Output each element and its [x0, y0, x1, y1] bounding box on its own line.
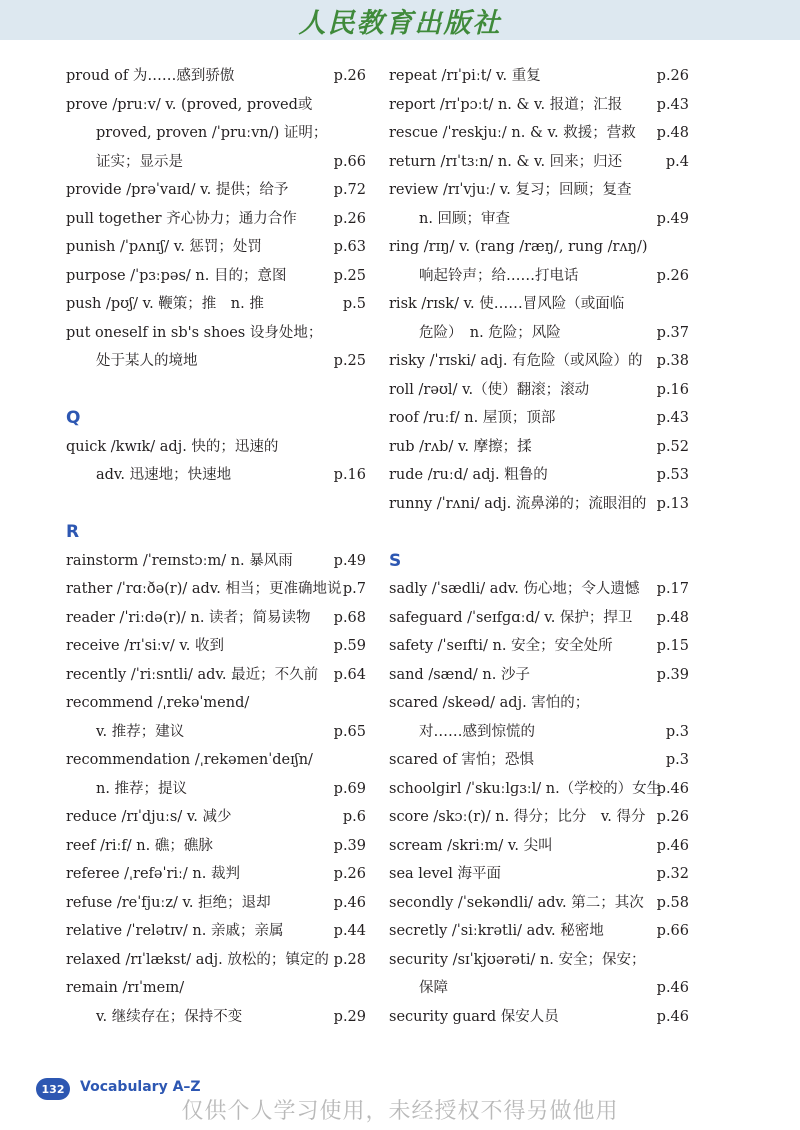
- vocab-entry: [389, 803, 689, 832]
- page-reference: p.69: [333, 780, 366, 797]
- entry-text: referee /ˌrefəˈriː/ n. 裁判: [66, 866, 240, 882]
- entry-text: secretly /ˈsiːkrətli/ adv. 秘密地: [389, 923, 604, 939]
- page-reference: p.26: [656, 68, 689, 84]
- vocab-entry: [66, 319, 366, 348]
- vocab-entry: [66, 946, 366, 975]
- spacer: [66, 376, 366, 405]
- vocab-entry: [66, 262, 366, 291]
- page-reference: p.58: [656, 894, 689, 911]
- vocab-entry: [66, 119, 366, 148]
- vocab-entry: [66, 1003, 366, 1032]
- entry-text: review /rɪˈvjuː/ v. 复习；回顾；复查: [389, 182, 632, 198]
- letter-heading: R: [66, 522, 80, 542]
- vocab-entry: [66, 860, 366, 889]
- page-reference: p.39: [656, 666, 689, 683]
- page-reference: p.26: [333, 866, 366, 882]
- vocab-entry: [389, 91, 689, 120]
- page-reference: p.46: [656, 1008, 689, 1025]
- entry-text: reduce /rɪˈdjuːs/ v. 减少: [66, 809, 232, 825]
- vocab-entry: [66, 832, 366, 861]
- page-reference: p.28: [333, 951, 366, 968]
- vocab-entry: [66, 718, 366, 747]
- page-reference: p.4: [665, 153, 689, 170]
- entry-text: risky /ˈrɪski/ adj. 有危险（或风险）的: [389, 353, 643, 369]
- page-reference: p.46: [656, 780, 689, 797]
- publisher-name: 人民教育出版社: [298, 7, 502, 39]
- page-reference: p.52: [656, 438, 689, 455]
- entry-text: quick /kwɪk/ adj. 快的；迅速的: [66, 438, 279, 455]
- vocab-entry: [389, 575, 689, 604]
- vocab-entry: [66, 91, 366, 120]
- vocab-entry: [389, 404, 689, 433]
- entry-text: push /pʊʃ/ v. 鞭策；推 n. 推: [66, 296, 264, 312]
- entry-text: rub /rʌb/ v. 摩擦；揉: [389, 438, 532, 455]
- letter-heading: S: [389, 550, 402, 571]
- page-reference: p.46: [656, 980, 689, 996]
- page-reference: p.66: [656, 923, 689, 939]
- entry-text: security guard 保安人员: [389, 1008, 559, 1025]
- entry-text: v. 推荐；建议: [96, 723, 185, 740]
- vocab-entry: [66, 547, 366, 576]
- vocab-entry: [66, 205, 366, 234]
- vocab-entry: [389, 917, 689, 946]
- entry-text: put oneself in sb's shoes 设身处地；: [66, 324, 323, 341]
- vocab-entry: [389, 661, 689, 690]
- entry-text: rather /ˈrɑːðə(r)/ adv. 相当；更准确地说: [66, 581, 342, 597]
- vocab-entry: [66, 746, 366, 775]
- vocab-entry: [389, 718, 689, 747]
- vocab-entry: [66, 604, 366, 633]
- entry-text: sadly /ˈsædli/ adv. 伤心地；令人遗憾: [389, 581, 640, 597]
- vocab-entry: [66, 775, 366, 804]
- page-reference: p.72: [333, 182, 366, 198]
- page-reference: p.43: [656, 410, 689, 426]
- entry-text: rude /ruːd/ adj. 粗鲁的: [389, 467, 548, 483]
- vocab-entry: [389, 433, 689, 462]
- vocab-entry: [389, 832, 689, 861]
- page-reference: p.3: [665, 723, 689, 740]
- vocab-entry: [389, 775, 689, 804]
- page-reference: p.15: [656, 638, 689, 654]
- entry-text: recommend /ˌrekəˈmend/: [66, 695, 250, 711]
- vocab-entry: [66, 347, 366, 376]
- page-reference: p.25: [333, 353, 366, 369]
- page-reference: p.49: [656, 210, 689, 227]
- entry-text: roll /rəʊl/ v.（使）翻滚；滚动: [389, 381, 590, 398]
- section-title: Vocabulary A–Z: [80, 1079, 201, 1095]
- entry-text: score /skɔː(r)/ n. 得分；比分 v. 得分: [389, 809, 646, 825]
- watermark: 仅供个人学习使用，未经授权不得另做他用: [181, 1099, 619, 1124]
- entry-text: risk /rɪsk/ v. 使……冒风险（或面临: [389, 296, 625, 312]
- page-reference: p.26: [333, 210, 366, 227]
- page-reference: p.49: [333, 552, 366, 569]
- vocab-entry: [389, 1003, 689, 1032]
- entry-text: 对……感到惊慌的: [419, 723, 535, 740]
- page-reference: p.26: [656, 267, 689, 284]
- vocab-entry: [66, 233, 366, 262]
- entry-text: adv. 迅速地；快速地: [96, 467, 232, 483]
- vocab-entry: [389, 205, 689, 234]
- entry-text: ring /rɪŋ/ v. (rang /ræŋ/, rung /rʌŋ/): [389, 239, 648, 255]
- entry-text: repeat /rɪˈpiːt/ v. 重复: [389, 68, 541, 84]
- page-reference: p.26: [656, 809, 689, 825]
- entry-text: pull together 齐心协力；通力合作: [66, 210, 297, 227]
- page-reference: p.46: [656, 837, 689, 854]
- vocab-entry: [389, 376, 689, 405]
- entry-text: relative /ˈrelətɪv/ n. 亲戚；亲属: [66, 923, 284, 939]
- page-reference: p.13: [656, 495, 689, 512]
- vocab-entry: [66, 974, 366, 1003]
- vocab-entry: [66, 62, 366, 91]
- vocab-entry: [66, 917, 366, 946]
- vocab-entry: [66, 661, 366, 690]
- entry-text: purpose /ˈpɜːpəs/ n. 目的；意图: [66, 267, 287, 284]
- vocab-entry: [389, 889, 689, 918]
- vocab-entry: [389, 290, 689, 319]
- vocab-entry: [389, 461, 689, 490]
- entry-text: n. 回顾；审查: [419, 210, 511, 227]
- page-reference: p.43: [656, 96, 689, 113]
- entry-text: safeguard /ˈseɪfɡɑːd/ v. 保护；捍卫: [389, 609, 633, 626]
- entry-text: scared /skeəd/ adj. 害怕的；: [389, 695, 590, 711]
- spacer: [66, 490, 366, 519]
- page-reference: p.16: [656, 381, 689, 398]
- vocab-entry: [389, 860, 689, 889]
- page-reference: p.32: [656, 866, 689, 882]
- entry-text: rainstorm /ˈreɪnstɔːm/ n. 暴风雨: [66, 552, 293, 569]
- entry-text: security /sɪˈkjʊərəti/ n. 安全；保安；: [389, 951, 646, 968]
- entry-text: safety /ˈseɪfti/ n. 安全；安全处所: [389, 638, 613, 654]
- entry-text: return /rɪˈtɜːn/ n. & v. 回来；归还: [389, 153, 623, 170]
- entry-text: refuse /reˈfjuːz/ v. 拒绝；退却: [66, 894, 271, 911]
- page-reference: p.7: [342, 581, 366, 597]
- page-reference: p.6: [342, 809, 366, 825]
- page-reference: p.66: [333, 153, 366, 170]
- entry-text: reader /ˈriːdə(r)/ n. 读者；简易读物: [66, 609, 311, 626]
- vocab-entry: [66, 148, 366, 177]
- entry-text: sand /sænd/ n. 沙子: [389, 666, 530, 683]
- vocab-entry: [66, 803, 366, 832]
- entry-text: runny /ˈrʌni/ adj. 流鼻涕的；流眼泪的: [389, 495, 647, 512]
- vocab-entry: [389, 689, 689, 718]
- entry-text: receive /rɪˈsiːv/ v. 收到: [66, 638, 225, 654]
- entry-text: 响起铃声；给……打电话: [419, 267, 579, 284]
- entry-text: rescue /ˈreskjuː/ n. & v. 救援；营救: [389, 125, 636, 141]
- entry-text: 处于某人的境地: [96, 353, 198, 369]
- vocab-entry: [66, 290, 366, 319]
- page-reference: p.48: [656, 125, 689, 141]
- vocab-entry: [389, 946, 689, 975]
- vocab-entry: [389, 632, 689, 661]
- page-reference: p.48: [656, 609, 689, 626]
- entry-text: recently /ˈriːsntli/ adv. 最近；不久前: [66, 666, 319, 683]
- page-reference: p.29: [333, 1008, 366, 1025]
- page-reference: p.63: [333, 239, 366, 255]
- entry-text: scared of 害怕；恐惧: [389, 752, 534, 768]
- page-reference: p.53: [656, 467, 689, 483]
- entry-text: 证实；显示是: [96, 153, 183, 170]
- entry-text: roof /ruːf/ n. 屋顶；顶部: [389, 410, 556, 426]
- vocab-entry: [389, 490, 689, 519]
- vocab-entry: [389, 746, 689, 775]
- vocab-entry: [389, 319, 689, 348]
- page-reference: p.3: [665, 752, 689, 768]
- page-reference: p.5: [342, 296, 366, 312]
- page-number: 132: [41, 1082, 65, 1096]
- vocab-entry: [389, 62, 689, 91]
- page-reference: p.46: [333, 894, 366, 911]
- right-column: [389, 62, 689, 1031]
- entry-text: relaxed /rɪˈlækst/ adj. 放松的；镇定的: [66, 951, 329, 968]
- entry-text: sea level 海平面: [389, 866, 502, 882]
- entry-text: punish /ˈpʌnɪʃ/ v. 惩罚；处罚: [66, 239, 262, 255]
- entry-text: 危险） n. 危险；风险: [419, 324, 561, 341]
- entry-text: reef /riːf/ n. 礁；礁脉: [66, 837, 213, 854]
- entry-text: scream /skriːm/ v. 尖叫: [389, 837, 553, 854]
- entry-text: 保障: [419, 980, 448, 996]
- page-reference: p.44: [333, 923, 366, 939]
- publisher-logo: [270, 0, 530, 40]
- page-reference: p.16: [333, 467, 366, 483]
- entry-text: recommendation /ˌrekəmenˈdeɪʃn/: [66, 752, 313, 768]
- page-reference: p.65: [333, 723, 366, 740]
- vocab-entry: [66, 575, 366, 604]
- entry-text: remain /rɪˈmeɪn/: [66, 980, 185, 996]
- page-number-badge: [36, 1078, 70, 1100]
- left-column: [66, 62, 366, 1031]
- vocab-entry: [389, 262, 689, 291]
- vocab-entry: [66, 461, 366, 490]
- entry-text: v. 继续存在；保持不变: [96, 1008, 243, 1025]
- entry-text: report /rɪˈpɔːt/ n. & v. 报道；汇报: [389, 96, 623, 113]
- vocab-entry: [66, 889, 366, 918]
- entry-text: secondly /ˈsekəndli/ adv. 第二；其次: [389, 894, 644, 911]
- page-reference: p.64: [333, 666, 366, 683]
- page-reference: p.26: [333, 68, 366, 84]
- vocab-entry: [66, 689, 366, 718]
- vocab-entry: [389, 119, 689, 148]
- vocab-entry: [66, 176, 366, 205]
- letter-heading: Q: [66, 408, 81, 428]
- spacer: [389, 518, 689, 547]
- page-reference: p.59: [333, 638, 366, 654]
- vocab-entry: [389, 233, 689, 262]
- vocab-entry: [389, 347, 689, 376]
- page-reference: p.39: [333, 837, 366, 854]
- vocab-entry: [389, 604, 689, 633]
- entry-text: prove /pruːv/ v. (proved, proved或: [66, 96, 313, 113]
- page-reference: p.37: [656, 324, 689, 341]
- entry-text: n. 推荐；提议: [96, 780, 188, 797]
- vocab-entry: [389, 176, 689, 205]
- vocab-entry: [389, 974, 689, 1003]
- entry-text: provide /prəˈvaɪd/ v. 提供；给予: [66, 182, 289, 198]
- page-reference: p.38: [656, 353, 689, 369]
- page-reference: p.25: [333, 267, 366, 284]
- entry-text: proud of 为……感到骄傲: [66, 68, 235, 84]
- vocab-entry: [66, 433, 366, 462]
- page-reference: p.17: [656, 581, 689, 597]
- entry-text: schoolgirl /ˈskuːlɡɜːl/ n.（学校的）女生: [389, 780, 662, 797]
- vocab-entry: [389, 148, 689, 177]
- vocab-entry: [66, 632, 366, 661]
- entry-text: proved, proven /ˈpruːvn/) 证明；: [96, 125, 328, 141]
- page-reference: p.68: [333, 609, 366, 626]
